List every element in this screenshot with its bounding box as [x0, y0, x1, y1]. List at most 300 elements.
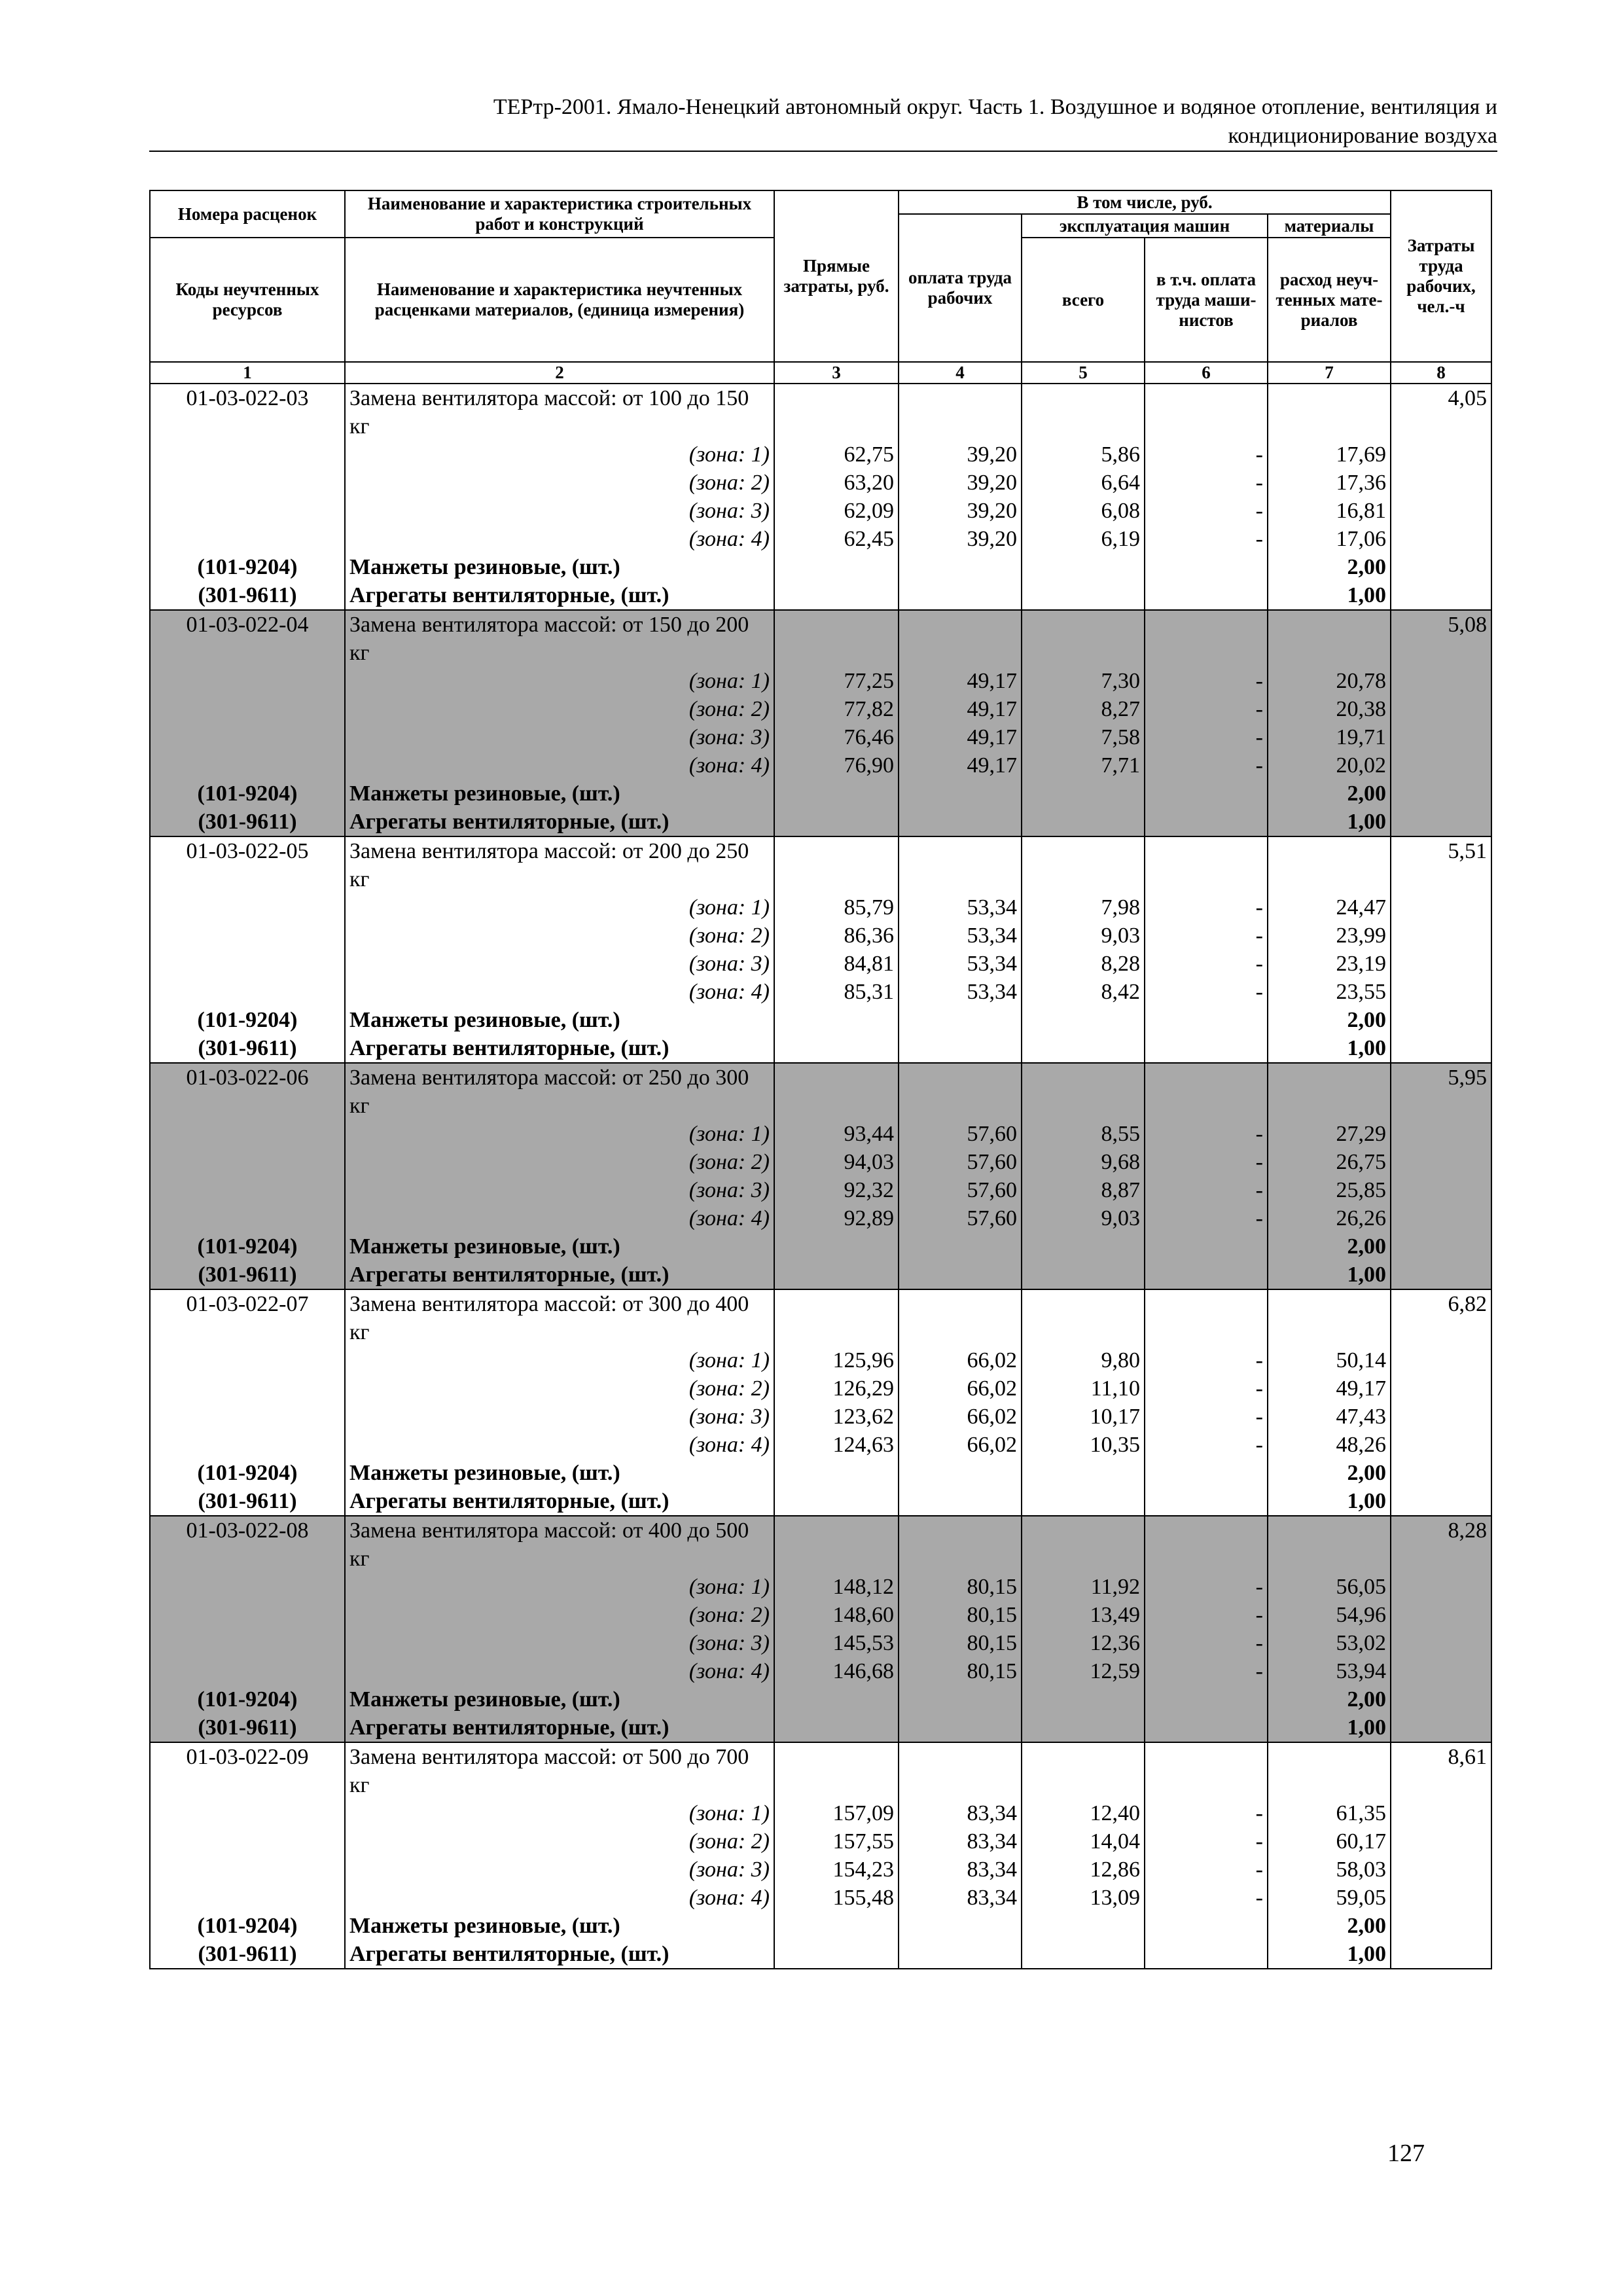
empty-cell	[1145, 1232, 1268, 1261]
empty-cell	[1391, 695, 1491, 723]
empty-cell	[1391, 1204, 1491, 1232]
zone-row	[150, 1120, 1491, 1148]
materials-cost: 23,19	[1268, 950, 1391, 978]
empty-cell	[1022, 780, 1145, 808]
materials-cost: 20,02	[1268, 751, 1391, 780]
direct-costs: 62,09	[774, 497, 899, 525]
resource-quantity: 1,00	[1268, 808, 1391, 836]
empty-cell	[150, 1176, 345, 1204]
resource-quantity: 1,00	[1268, 1034, 1391, 1063]
machinist-pay: -	[1145, 1827, 1268, 1856]
rate-title-row	[150, 610, 1491, 667]
resource-quantity: 2,00	[1268, 1459, 1391, 1487]
rate-code: 01-03-022-06	[150, 1063, 345, 1120]
header-machines-total: всего	[1022, 238, 1145, 362]
empty-cell	[774, 581, 899, 610]
empty-cell	[1022, 836, 1145, 893]
empty-cell	[1391, 1799, 1491, 1827]
resource-quantity: 2,00	[1268, 553, 1391, 581]
zone-label: (зона: 4)	[345, 751, 774, 780]
resource-code: (101-9204)	[150, 1912, 345, 1940]
machinist-pay: -	[1145, 1629, 1268, 1657]
machines-total: 6,19	[1022, 525, 1145, 553]
header-work-name: Наименование и характеристика строительных работ и конструкций	[345, 190, 774, 238]
zone-row	[150, 1403, 1491, 1431]
direct-costs: 84,81	[774, 950, 899, 978]
materials-cost: 47,43	[1268, 1403, 1391, 1431]
empty-cell	[150, 1346, 345, 1374]
empty-cell	[1022, 1034, 1145, 1063]
zone-label: (зона: 3)	[345, 1176, 774, 1204]
worker-pay: 80,15	[899, 1629, 1022, 1657]
machines-total: 8,27	[1022, 695, 1145, 723]
rate-code: 01-03-022-07	[150, 1289, 345, 1346]
resource-name: Агрегаты вентиляторные, (шт.)	[345, 1034, 774, 1063]
empty-cell	[150, 1374, 345, 1403]
zone-row	[150, 1884, 1491, 1912]
zone-row	[150, 1346, 1491, 1374]
empty-cell	[899, 1261, 1022, 1289]
machines-total: 11,10	[1022, 1374, 1145, 1403]
direct-costs: 86,36	[774, 922, 899, 950]
direct-costs: 62,45	[774, 525, 899, 553]
empty-cell	[899, 1685, 1022, 1713]
zone-label: (зона: 1)	[345, 893, 774, 922]
work-title: Замена вентилятора массой: от 300 до 400 кг	[345, 1289, 774, 1346]
rate-code: 01-03-022-05	[150, 836, 345, 893]
empty-cell	[1145, 1063, 1268, 1120]
empty-cell	[1391, 1629, 1491, 1657]
materials-cost: 54,96	[1268, 1601, 1391, 1629]
empty-cell	[1391, 1034, 1491, 1063]
zone-row	[150, 1204, 1491, 1232]
table-body	[150, 384, 1491, 1969]
header-worker-pay: оплата труда рабочих	[899, 214, 1022, 362]
empty-cell	[150, 440, 345, 469]
zone-row	[150, 497, 1491, 525]
direct-costs: 125,96	[774, 1346, 899, 1374]
materials-cost: 61,35	[1268, 1799, 1391, 1827]
header-line-2: кондиционирование воздуха	[1228, 124, 1497, 148]
materials-cost: 59,05	[1268, 1884, 1391, 1912]
zone-label: (зона: 2)	[345, 1148, 774, 1176]
resource-code: (301-9611)	[150, 1034, 345, 1063]
empty-cell	[150, 525, 345, 553]
zone-label: (зона: 3)	[345, 1629, 774, 1657]
empty-cell	[1022, 1713, 1145, 1742]
worker-pay: 80,15	[899, 1601, 1022, 1629]
materials-cost: 49,17	[1268, 1374, 1391, 1403]
worker-pay: 66,02	[899, 1403, 1022, 1431]
worker-pay: 83,34	[899, 1856, 1022, 1884]
worker-pay: 53,34	[899, 893, 1022, 922]
zone-row	[150, 1827, 1491, 1856]
empty-cell	[899, 1289, 1022, 1346]
empty-cell	[150, 1601, 345, 1629]
machines-total: 8,87	[1022, 1176, 1145, 1204]
machinist-pay: -	[1145, 667, 1268, 695]
empty-cell	[1145, 1713, 1268, 1742]
header-line-1: ТЕРтр-2001. Ямало-Ненецкий автономный округ. Часть 1. Воздушное и водяное отопление, вентиляция и	[493, 95, 1497, 119]
resource-quantity: 2,00	[1268, 780, 1391, 808]
empty-cell	[774, 1940, 899, 1969]
rate-title-row	[150, 1289, 1491, 1346]
machinist-pay: -	[1145, 525, 1268, 553]
empty-cell	[1391, 1685, 1491, 1713]
worker-pay: 66,02	[899, 1431, 1022, 1459]
zone-label: (зона: 2)	[345, 1827, 774, 1856]
rate-title-row	[150, 384, 1491, 440]
empty-cell	[1268, 1289, 1391, 1346]
resource-row	[150, 780, 1491, 808]
zone-label: (зона: 4)	[345, 1431, 774, 1459]
col-number: 2	[345, 362, 774, 384]
empty-cell	[1391, 1856, 1491, 1884]
empty-cell	[774, 1487, 899, 1516]
machinist-pay: -	[1145, 1346, 1268, 1374]
resource-quantity: 2,00	[1268, 1006, 1391, 1034]
empty-cell	[1391, 1006, 1491, 1034]
resource-name: Агрегаты вентиляторные, (шт.)	[345, 581, 774, 610]
empty-cell	[1391, 1657, 1491, 1685]
page-number: 127	[1387, 2140, 1425, 2167]
header-direct-costs: Прямые затраты, руб.	[774, 190, 899, 362]
empty-cell	[150, 1403, 345, 1431]
direct-costs: 77,82	[774, 695, 899, 723]
empty-cell	[1145, 1459, 1268, 1487]
machinist-pay: -	[1145, 1657, 1268, 1685]
empty-cell	[1022, 610, 1145, 667]
resource-name: Агрегаты вентиляторные, (шт.)	[345, 1261, 774, 1289]
machinist-pay: -	[1145, 723, 1268, 751]
resource-name: Агрегаты вентиляторные, (шт.)	[345, 808, 774, 836]
labor-cost: 8,61	[1391, 1742, 1491, 1799]
empty-cell	[774, 1232, 899, 1261]
worker-pay: 53,34	[899, 978, 1022, 1006]
worker-pay: 80,15	[899, 1573, 1022, 1601]
empty-cell	[899, 836, 1022, 893]
empty-cell	[899, 1516, 1022, 1573]
empty-cell	[150, 950, 345, 978]
direct-costs: 148,60	[774, 1601, 899, 1629]
materials-cost: 20,38	[1268, 695, 1391, 723]
machines-total: 10,17	[1022, 1403, 1145, 1431]
worker-pay: 57,60	[899, 1176, 1022, 1204]
zone-label: (зона: 3)	[345, 950, 774, 978]
materials-cost: 48,26	[1268, 1431, 1391, 1459]
header-resource-codes: Коды неучтенных ресурсов	[150, 238, 345, 362]
col-number: 5	[1022, 362, 1145, 384]
empty-cell	[150, 1799, 345, 1827]
empty-cell	[1022, 808, 1145, 836]
empty-cell	[1391, 1148, 1491, 1176]
column-numbers-row	[150, 362, 1491, 384]
resource-name: Манжеты резиновые, (шт.)	[345, 553, 774, 581]
materials-cost: 17,06	[1268, 525, 1391, 553]
zone-label: (зона: 3)	[345, 723, 774, 751]
empty-cell	[1145, 1487, 1268, 1516]
direct-costs: 94,03	[774, 1148, 899, 1176]
machinist-pay: -	[1145, 1403, 1268, 1431]
empty-cell	[1391, 1940, 1491, 1969]
empty-cell	[1391, 1374, 1491, 1403]
direct-costs: 92,89	[774, 1204, 899, 1232]
resource-row	[150, 1261, 1491, 1289]
resource-row	[150, 1034, 1491, 1063]
machinist-pay: -	[1145, 751, 1268, 780]
empty-cell	[899, 1232, 1022, 1261]
empty-cell	[1022, 1289, 1145, 1346]
empty-cell	[1268, 1063, 1391, 1120]
resource-row	[150, 1487, 1491, 1516]
machines-total: 9,68	[1022, 1148, 1145, 1176]
direct-costs: 93,44	[774, 1120, 899, 1148]
empty-cell	[899, 1487, 1022, 1516]
empty-cell	[1022, 1487, 1145, 1516]
direct-costs: 148,12	[774, 1573, 899, 1601]
empty-cell	[150, 1573, 345, 1601]
empty-cell	[1022, 1516, 1145, 1573]
resource-quantity: 1,00	[1268, 1713, 1391, 1742]
worker-pay: 49,17	[899, 667, 1022, 695]
resource-row	[150, 808, 1491, 836]
resource-name: Манжеты резиновые, (шт.)	[345, 1232, 774, 1261]
empty-cell	[1145, 553, 1268, 581]
empty-cell	[899, 1742, 1022, 1799]
empty-cell	[150, 1629, 345, 1657]
resource-code: (301-9611)	[150, 1713, 345, 1742]
empty-cell	[899, 780, 1022, 808]
header-machines: эксплуатация машин	[1022, 214, 1268, 238]
empty-cell	[1022, 1940, 1145, 1969]
rate-title-row	[150, 1063, 1491, 1120]
rate-code: 01-03-022-09	[150, 1742, 345, 1799]
zone-label: (зона: 1)	[345, 667, 774, 695]
direct-costs: 77,25	[774, 667, 899, 695]
resource-code: (301-9611)	[150, 1940, 345, 1969]
zone-row	[150, 1601, 1491, 1629]
empty-cell	[1391, 978, 1491, 1006]
work-title: Замена вентилятора массой: от 250 до 300 кг	[345, 1063, 774, 1120]
empty-cell	[774, 1289, 899, 1346]
empty-cell	[150, 751, 345, 780]
machinist-pay: -	[1145, 497, 1268, 525]
zone-label: (зона: 3)	[345, 1856, 774, 1884]
empty-cell	[150, 1204, 345, 1232]
rate-title-row	[150, 1516, 1491, 1573]
zone-label: (зона: 4)	[345, 1204, 774, 1232]
empty-cell	[774, 1742, 899, 1799]
empty-cell	[899, 1713, 1022, 1742]
empty-cell	[1391, 1713, 1491, 1742]
zone-row	[150, 922, 1491, 950]
empty-cell	[1391, 553, 1491, 581]
empty-cell	[150, 469, 345, 497]
empty-cell	[1022, 384, 1145, 440]
worker-pay: 49,17	[899, 723, 1022, 751]
empty-cell	[150, 1148, 345, 1176]
resource-code: (101-9204)	[150, 553, 345, 581]
empty-cell	[1145, 1685, 1268, 1713]
empty-cell	[774, 1685, 899, 1713]
direct-costs: 123,62	[774, 1403, 899, 1431]
empty-cell	[899, 1006, 1022, 1034]
machinist-pay: -	[1145, 1856, 1268, 1884]
empty-cell	[1145, 610, 1268, 667]
resource-code: (101-9204)	[150, 1459, 345, 1487]
machines-total: 7,71	[1022, 751, 1145, 780]
machinist-pay: -	[1145, 1204, 1268, 1232]
rate-title-row	[150, 1742, 1491, 1799]
direct-costs: 92,32	[774, 1176, 899, 1204]
worker-pay: 57,60	[899, 1120, 1022, 1148]
empty-cell	[1145, 1912, 1268, 1940]
zone-row	[150, 1374, 1491, 1403]
labor-cost: 5,51	[1391, 836, 1491, 893]
empty-cell	[1391, 525, 1491, 553]
resource-name: Манжеты резиновые, (шт.)	[345, 1912, 774, 1940]
header-material-name: Наименование и характеристика неучтенных расценками материалов, (единица измерения)	[345, 238, 774, 362]
worker-pay: 57,60	[899, 1204, 1022, 1232]
col-number: 8	[1391, 362, 1491, 384]
resource-row	[150, 581, 1491, 610]
resource-quantity: 2,00	[1268, 1912, 1391, 1940]
zone-label: (зона: 2)	[345, 922, 774, 950]
machinist-pay: -	[1145, 893, 1268, 922]
direct-costs: 124,63	[774, 1431, 899, 1459]
worker-pay: 83,34	[899, 1799, 1022, 1827]
machinist-pay: -	[1145, 1884, 1268, 1912]
empty-cell	[1145, 384, 1268, 440]
machines-total: 11,92	[1022, 1573, 1145, 1601]
direct-costs: 155,48	[774, 1884, 899, 1912]
empty-cell	[1391, 922, 1491, 950]
resource-row	[150, 1685, 1491, 1713]
materials-cost: 60,17	[1268, 1827, 1391, 1856]
materials-cost: 26,75	[1268, 1148, 1391, 1176]
resource-quantity: 1,00	[1268, 581, 1391, 610]
empty-cell	[899, 1034, 1022, 1063]
worker-pay: 66,02	[899, 1346, 1022, 1374]
empty-cell	[150, 667, 345, 695]
zone-label: (зона: 2)	[345, 695, 774, 723]
materials-cost: 27,29	[1268, 1120, 1391, 1148]
zone-label: (зона: 4)	[345, 1657, 774, 1685]
empty-cell	[1022, 1006, 1145, 1034]
materials-cost: 58,03	[1268, 1856, 1391, 1884]
labor-cost: 5,08	[1391, 610, 1491, 667]
empty-cell	[1022, 1063, 1145, 1120]
machines-total: 14,04	[1022, 1827, 1145, 1856]
zone-label: (зона: 4)	[345, 978, 774, 1006]
empty-cell	[150, 922, 345, 950]
empty-cell	[1145, 1516, 1268, 1573]
direct-costs: 154,23	[774, 1856, 899, 1884]
work-title: Замена вентилятора массой: от 200 до 250 кг	[345, 836, 774, 893]
zone-label: (зона: 3)	[345, 497, 774, 525]
resource-code: (301-9611)	[150, 581, 345, 610]
resource-name: Манжеты резиновые, (шт.)	[345, 1006, 774, 1034]
labor-cost: 4,05	[1391, 384, 1491, 440]
zone-label: (зона: 4)	[345, 525, 774, 553]
empty-cell	[1145, 780, 1268, 808]
machines-total: 12,86	[1022, 1856, 1145, 1884]
empty-cell	[1268, 836, 1391, 893]
zone-label: (зона: 1)	[345, 440, 774, 469]
resource-name: Манжеты резиновые, (шт.)	[345, 1685, 774, 1713]
resource-name: Агрегаты вентиляторные, (шт.)	[345, 1940, 774, 1969]
worker-pay: 53,34	[899, 922, 1022, 950]
zone-row	[150, 1657, 1491, 1685]
resource-name: Манжеты резиновые, (шт.)	[345, 1459, 774, 1487]
machinist-pay: -	[1145, 469, 1268, 497]
empty-cell	[774, 1516, 899, 1573]
empty-cell	[1391, 1232, 1491, 1261]
zone-row	[150, 978, 1491, 1006]
zone-label: (зона: 1)	[345, 1120, 774, 1148]
resource-code: (301-9611)	[150, 1261, 345, 1289]
empty-cell	[1391, 440, 1491, 469]
materials-cost: 17,69	[1268, 440, 1391, 469]
zone-row	[150, 440, 1491, 469]
materials-cost: 53,94	[1268, 1657, 1391, 1685]
worker-pay: 39,20	[899, 469, 1022, 497]
col-number: 4	[899, 362, 1022, 384]
machines-total: 9,80	[1022, 1346, 1145, 1374]
zone-row	[150, 695, 1491, 723]
machines-total: 9,03	[1022, 922, 1145, 950]
resource-quantity: 2,00	[1268, 1232, 1391, 1261]
worker-pay: 83,34	[899, 1884, 1022, 1912]
empty-cell	[1268, 610, 1391, 667]
empty-cell	[1391, 1431, 1491, 1459]
zone-row	[150, 1148, 1491, 1176]
empty-cell	[1391, 1176, 1491, 1204]
machines-total: 10,35	[1022, 1431, 1145, 1459]
machines-total: 7,58	[1022, 723, 1145, 751]
empty-cell	[774, 780, 899, 808]
direct-costs: 76,46	[774, 723, 899, 751]
work-title: Замена вентилятора массой: от 100 до 150 кг	[345, 384, 774, 440]
resource-code: (101-9204)	[150, 1685, 345, 1713]
empty-cell	[774, 384, 899, 440]
empty-cell	[1391, 780, 1491, 808]
zone-label: (зона: 1)	[345, 1346, 774, 1374]
worker-pay: 39,20	[899, 497, 1022, 525]
machinist-pay: -	[1145, 1799, 1268, 1827]
resource-row	[150, 1940, 1491, 1969]
resource-quantity: 1,00	[1268, 1940, 1391, 1969]
empty-cell	[150, 695, 345, 723]
materials-cost: 19,71	[1268, 723, 1391, 751]
machinist-pay: -	[1145, 978, 1268, 1006]
direct-costs: 145,53	[774, 1629, 899, 1657]
machines-total: 13,49	[1022, 1601, 1145, 1629]
zone-row	[150, 1573, 1491, 1601]
table-header	[150, 190, 1491, 384]
empty-cell	[1391, 1261, 1491, 1289]
resource-row	[150, 1232, 1491, 1261]
empty-cell	[1145, 808, 1268, 836]
empty-cell	[1022, 1261, 1145, 1289]
resource-name: Манжеты резиновые, (шт.)	[345, 780, 774, 808]
empty-cell	[1145, 836, 1268, 893]
machinist-pay: -	[1145, 1573, 1268, 1601]
header-material-consumption: расход неуч- тенных мате- риалов	[1268, 238, 1391, 362]
empty-cell	[1391, 497, 1491, 525]
header-machinist-pay: в т.ч. оплата труда маши- нистов	[1145, 238, 1268, 362]
empty-cell	[1391, 1884, 1491, 1912]
